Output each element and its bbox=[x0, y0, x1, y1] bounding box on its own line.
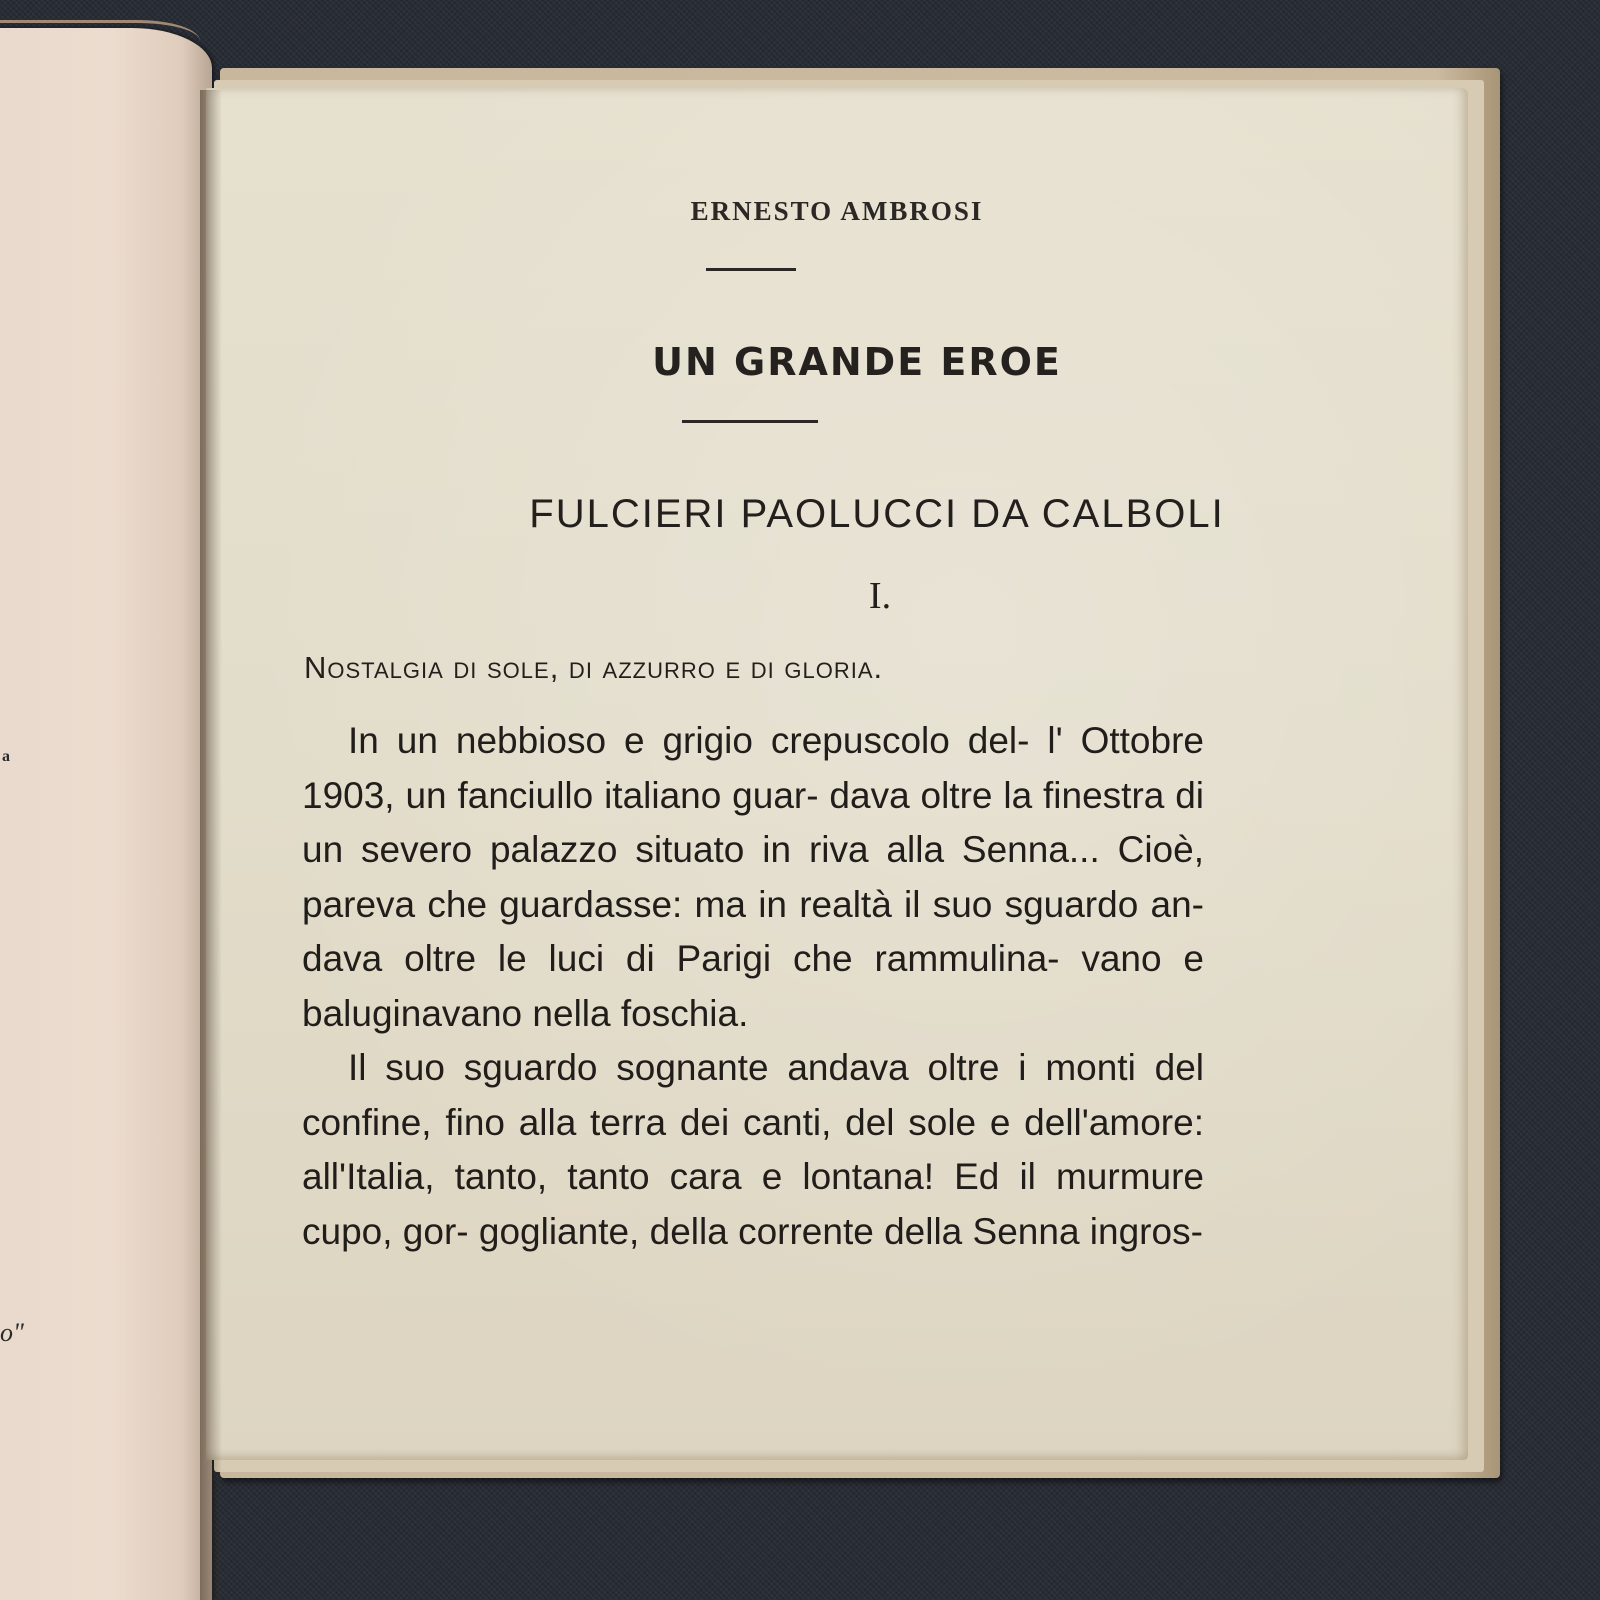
divider-rule bbox=[682, 420, 818, 423]
left-page-edge bbox=[0, 20, 200, 41]
chapter-number: I. bbox=[868, 575, 892, 617]
subject-heading: FULCIERI PAOLUCCI DA CALBOLI bbox=[529, 492, 1225, 536]
paragraph: In un nebbioso e grigio crepuscolo del- l' Ottobre 1903, un fanciullo italiano guar- dava oltre la finestra di un severo palazzo situato in riva alla Senna... Cioè, pareva che guardasse: ma in realtà il suo sguardo an- dava oltre le luci di Parigi che rammulina- vano e baluginavano nella foschia. bbox=[302, 720, 1204, 1034]
body-text bbox=[302, 714, 1204, 1259]
book-title: UN GRANDE EROE bbox=[652, 340, 1062, 384]
chapter-title: Nostalgia di sole, di azzurro e di gloria. bbox=[304, 650, 884, 685]
author-name: ERNESTO AMBROSI bbox=[690, 196, 984, 226]
paragraph: Il suo sguardo sognante andava oltre i monti del confine, fino alla terra dei canti, del sole e dell'amore: all'Italia, tanto, tanto cara e lontana! Ed il murmure cupo, gor- gogliante, della corrente della Senna ingros- bbox=[302, 1047, 1204, 1252]
left-page-mark: o" bbox=[0, 1318, 24, 1347]
left-page-mark: a bbox=[2, 748, 10, 765]
divider-rule bbox=[706, 268, 796, 271]
book-page bbox=[206, 88, 1468, 1460]
page-gutter bbox=[200, 90, 222, 1600]
left-page bbox=[0, 28, 212, 1600]
